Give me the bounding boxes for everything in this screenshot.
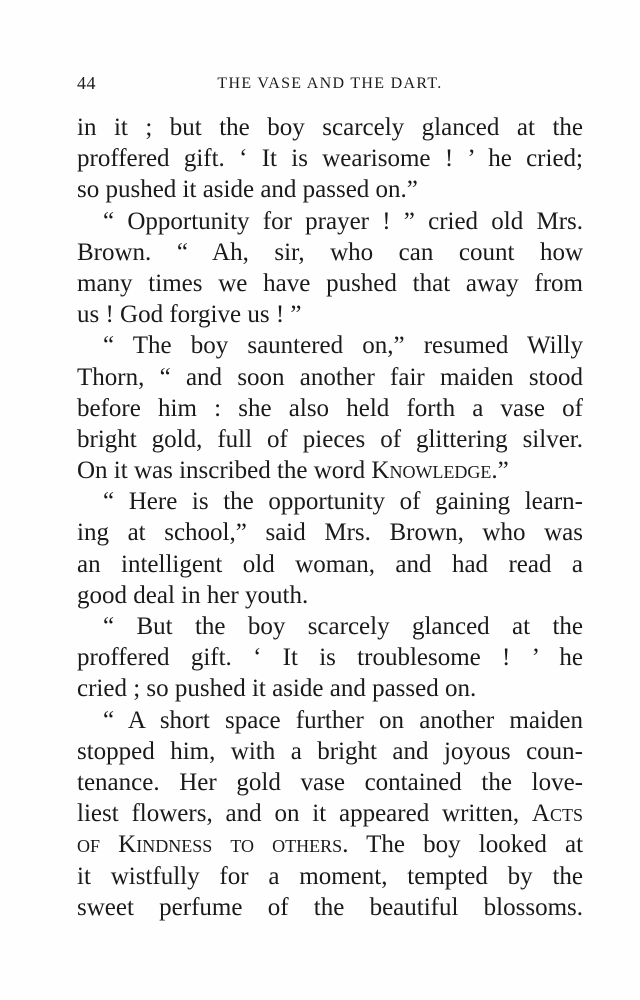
text-line: tenance. Her gold vase contained the love- xyxy=(77,768,583,796)
page-header xyxy=(77,73,583,97)
text-line xyxy=(77,829,583,860)
text-line xyxy=(77,798,583,829)
text-segment: . The boy looked at xyxy=(342,831,584,859)
text-line: it wistfully for a moment, tempted by the xyxy=(77,862,583,890)
text-line: bright gold, full of pieces of glittering silver. xyxy=(77,425,583,453)
small-caps-text: Knowledge xyxy=(371,457,492,485)
text-line: before him : she also held forth a vase of xyxy=(77,394,583,422)
text-line: in it ; but the boy scarcely glanced at the xyxy=(77,114,583,141)
text-line: stopped him, with a bright and joyous coun- xyxy=(77,737,583,765)
text-line: “ But the boy scarcely glanced at the xyxy=(103,613,583,640)
text-line: “ The boy sauntered on,” resumed Willy xyxy=(103,332,583,360)
text-line: many times we have pushed that away from xyxy=(77,269,583,297)
small-caps-text: Acts xyxy=(531,800,583,828)
text-line: proffered gift. ‘ It is troublesome ! ’ he xyxy=(77,644,583,672)
text-line: good deal in her youth. xyxy=(77,581,309,609)
text-line: ing at school,” said Mrs. Brown, who was xyxy=(77,519,583,547)
text-segment: liest flowers, and on it appeared written, xyxy=(77,800,532,828)
text-line: Brown. “ Ah, sir, who can count how xyxy=(77,238,583,266)
body-text xyxy=(77,112,583,923)
text-line: cried ; so pushed it aside and passed on. xyxy=(77,675,477,703)
text-line: “ Opportunity for prayer ! ” cried old Mrs. xyxy=(103,207,583,235)
page-number: 44 xyxy=(77,73,96,93)
text-segment: On it was inscribed the word xyxy=(77,457,372,485)
text-segment: .” xyxy=(491,457,509,485)
text-line: proffered gift. ‘ It is wearisome ! ’ he cried; xyxy=(77,145,583,173)
running-title: THE VASE AND THE DART. xyxy=(217,75,443,92)
text-line: “ A short space further on another maiden xyxy=(103,706,583,734)
text-line: Thorn, “ and soon another fair maiden stood xyxy=(77,363,583,391)
text-line: us ! God forgive us ! ” xyxy=(77,301,302,329)
text-line: “ Here is the opportunity of gaining learn- xyxy=(103,488,583,516)
text-line: an intelligent old woman, and had read a xyxy=(77,550,583,578)
small-caps-text: of Kindness to others xyxy=(77,831,343,859)
text-line: so pushed it aside and passed on.” xyxy=(77,176,418,204)
text-line xyxy=(77,455,583,486)
text-line: sweet perfume of the beautiful blossoms. xyxy=(77,893,583,921)
